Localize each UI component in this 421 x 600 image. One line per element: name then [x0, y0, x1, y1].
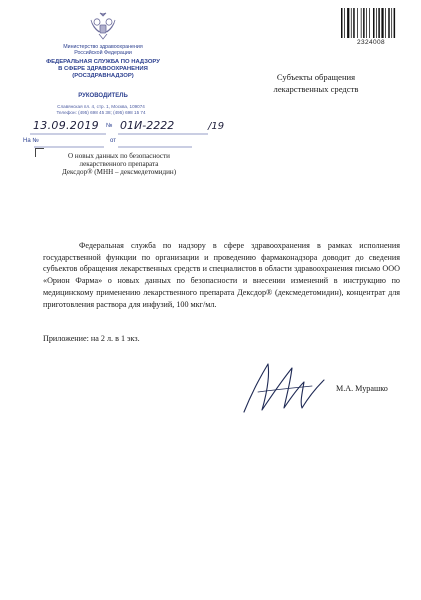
subject-line: лекарственного препарата	[79, 160, 159, 169]
head-title: РУКОВОДИТЕЛЬ	[78, 93, 128, 99]
agency-line: ФЕДЕРАЛЬНАЯ СЛУЖБА ПО НАДЗОРУ	[46, 59, 160, 65]
barcode-number: 2324008	[356, 39, 386, 46]
letter-subject	[44, 152, 194, 177]
reference-date-label: от	[110, 138, 116, 144]
barcode-bar	[385, 8, 386, 38]
barcode-bar	[381, 8, 383, 38]
address-line: Телефон: (495) 698 45 38; (495) 698 15 74	[56, 110, 146, 116]
coat-of-arms-emblem	[87, 10, 119, 42]
reference-number-label: На №	[23, 138, 39, 144]
agency-name	[24, 59, 182, 80]
signatory-name: М.А. Мурашко	[336, 384, 388, 393]
agency-line: (РОСЗДРАВНАДЗОР)	[72, 73, 134, 80]
barcode-bar	[363, 8, 365, 38]
barcode-bar	[378, 8, 380, 38]
agency-line: В СФЕРЕ ЗДРАВООХРАНЕНИЯ	[58, 66, 148, 73]
barcode	[340, 8, 400, 38]
barcode-bar	[394, 8, 396, 38]
letter-body: Федеральная служба по надзору в сфере здравоохранения в рамках исполнения государственной функции по организации и проведению фармаконадзора доводит до сведения субъектов обращения лекарственных средств и специалистов в области здравоохранения письмо ООО «Орион Фарма» о новых данных по безопасности и внесении изменений в инструкцию по медицинскому применению лекарственного препарата Дексдор® (дексмедетомидин), концентрат для приготовления раствора для инфузий, 100 мкг/мл.	[43, 241, 400, 309]
barcode-bar	[361, 8, 362, 38]
barcode-bar	[353, 8, 355, 38]
barcode-bar	[376, 8, 377, 38]
barcode-bar	[347, 8, 349, 38]
addressee-line: лекарственных средств	[273, 83, 359, 94]
ministry-line: Российской Федерации	[74, 50, 132, 57]
agency-address	[36, 104, 166, 116]
barcode-bar	[388, 8, 390, 38]
barcode-bar	[366, 8, 367, 38]
barcode-bar	[341, 8, 343, 38]
attachment-note: Приложение: на 2 л. в 1 экз.	[43, 334, 140, 343]
subject-corner-mark	[35, 148, 44, 157]
subject-line: Дексдор® (МНН – дексмедетомидин)	[61, 168, 177, 177]
number-suffix: /19	[208, 121, 225, 132]
handwritten-signature	[232, 352, 352, 422]
subject-line: О новых данных по безопасности	[68, 152, 170, 160]
address-line: Славянская пл. 4, стр. 1, Москва, 109074	[57, 104, 145, 109]
barcode-bar	[369, 8, 370, 38]
ministry-line: Министерство здравоохранения	[63, 44, 143, 50]
addressee-line: Субъекты обращения	[276, 72, 356, 82]
number-label: №	[106, 123, 113, 129]
barcode-bar	[357, 8, 358, 38]
addressee	[252, 72, 380, 95]
handwritten-date: 13.09.2019	[33, 119, 99, 132]
barcode-bar	[344, 8, 345, 38]
ministry-name	[55, 44, 151, 57]
barcode-bar	[351, 8, 352, 38]
handwritten-number: 01И-2222	[120, 119, 175, 132]
barcode-bar	[391, 8, 392, 38]
barcode-bar	[373, 8, 375, 38]
